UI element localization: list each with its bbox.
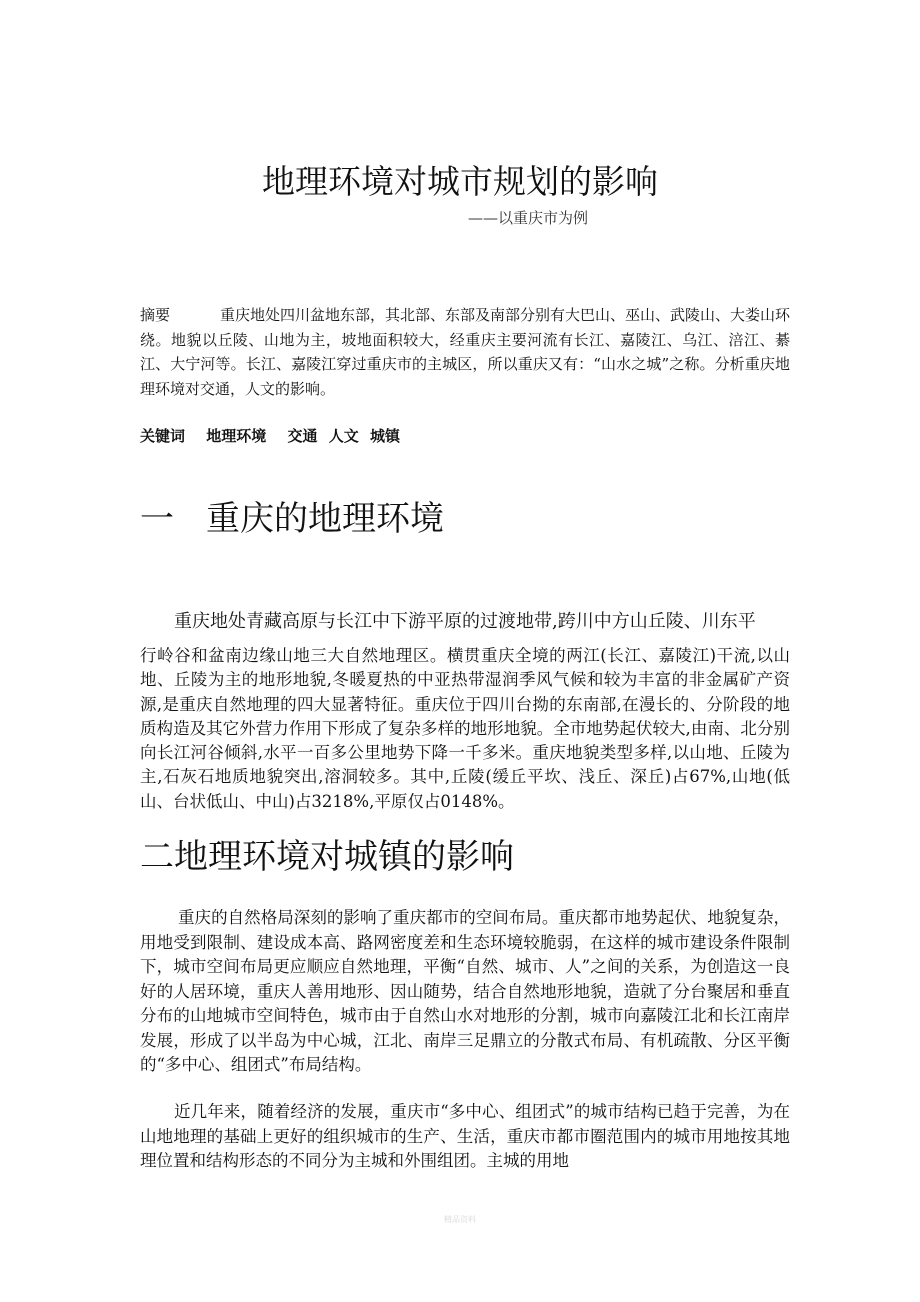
document-subtitle: ——以重庆市为例 bbox=[468, 209, 589, 227]
abstract-label: 摘要 bbox=[140, 306, 171, 324]
keywords-label: 关键词 bbox=[140, 427, 186, 445]
keywords-line bbox=[140, 425, 400, 447]
footer-watermark: 精品资料 bbox=[444, 1215, 476, 1224]
section-number: 一 bbox=[140, 499, 174, 539]
section-heading-1 bbox=[140, 494, 444, 544]
paragraph-rest: 行岭谷和盆南边缘山地三大自然地理区。横贯重庆全境的两江(长江、嘉陵江)干流,以山地、丘陵为主的地形地貌,冬暖夏热的中亚热带湿润季风气候和较为丰富的非金属矿产资源,是重庆自然地理的四大显著特征。重庆位于四川台拗的东南部,在漫长的、分阶段的地质构造及其它外营力作用下形成了复杂多样的地形地貌。全市地势起伏较大,由南、北分别向长江河谷倾斜,水平一百多公里地势下降一千多米。重庆地貌类型多样,以山地、丘陵为主,石灰石地质地貌突出,溶洞较多。其中,丘陵(缓丘平坎、浅丘、深丘)占67%,山地(低山、台状低山、中山)占3218%,平原仅占0148%。 bbox=[140, 646, 790, 811]
section-heading-2: 二地理环境对城镇的影响 bbox=[140, 837, 514, 877]
keyword-item: 交通 bbox=[287, 427, 318, 445]
abstract-text: 重庆地处四川盆地东部，其北部、东部及南部分别有大巴山、巫山、武陵山、大娄山环绕。地貌以丘陵、山地为主，坡地面积较大，经重庆主要河流有长江、嘉陵江、乌江、涪江、綦江、大宁河等。长江、嘉陵江穿过重庆市的主城区，所以重庆又有：“山水之城”之称。分析重庆地理环境对交通，人文的影响。 bbox=[140, 306, 791, 398]
keyword-item: 地理环境 bbox=[206, 427, 267, 445]
document-title: 地理环境对城市规划的影响 bbox=[262, 162, 658, 201]
body-paragraph-3: 近几年来，随着经济的发展，重庆市“多中心、组团式”的城市结构已趋于完善，为在山地地理的基础上更好的组织城市的生产、生活，重庆市都市圈范围内的城市用地按其地理位置和结构形态的不同分为主城和外围组团。主城的用地 bbox=[140, 1102, 790, 1170]
keyword-item: 城镇 bbox=[370, 427, 401, 445]
section-title: 重庆的地理环境 bbox=[206, 499, 444, 539]
body-paragraph-2: 重庆的自然格局深刻的影响了重庆都市的空间布局。重庆都市地势起伏、地貌复杂，用地受到限制、建设成本高、路网密度差和生态环境较脆弱，在这样的城市建设条件限制下，城市空间布局更应顺应自然地理，平衡“自然、城市、人”之间的关系，为创造这一良好的人居环境，重庆人善用地形、因山随势，结合自然地形地貌，造就了分台聚居和垂直分布的山地城市空间特色，城市由于自然山水对地形的分割，城市向嘉陵江北和长江南岸发展，形成了以半岛为中心城，江北、南岸三足鼎立的分散式布局、有机疏散、分区平衡的“多中心、组团式”布局结构。 bbox=[140, 908, 790, 1074]
keyword-item: 人文 bbox=[328, 427, 359, 445]
abstract-paragraph bbox=[140, 303, 790, 401]
paragraph-first-line: 重庆地处青藏高原与长江中下游平原的过渡地带,跨川中方山丘陵、川东平 bbox=[174, 611, 756, 632]
body-paragraph-1 bbox=[140, 600, 790, 814]
